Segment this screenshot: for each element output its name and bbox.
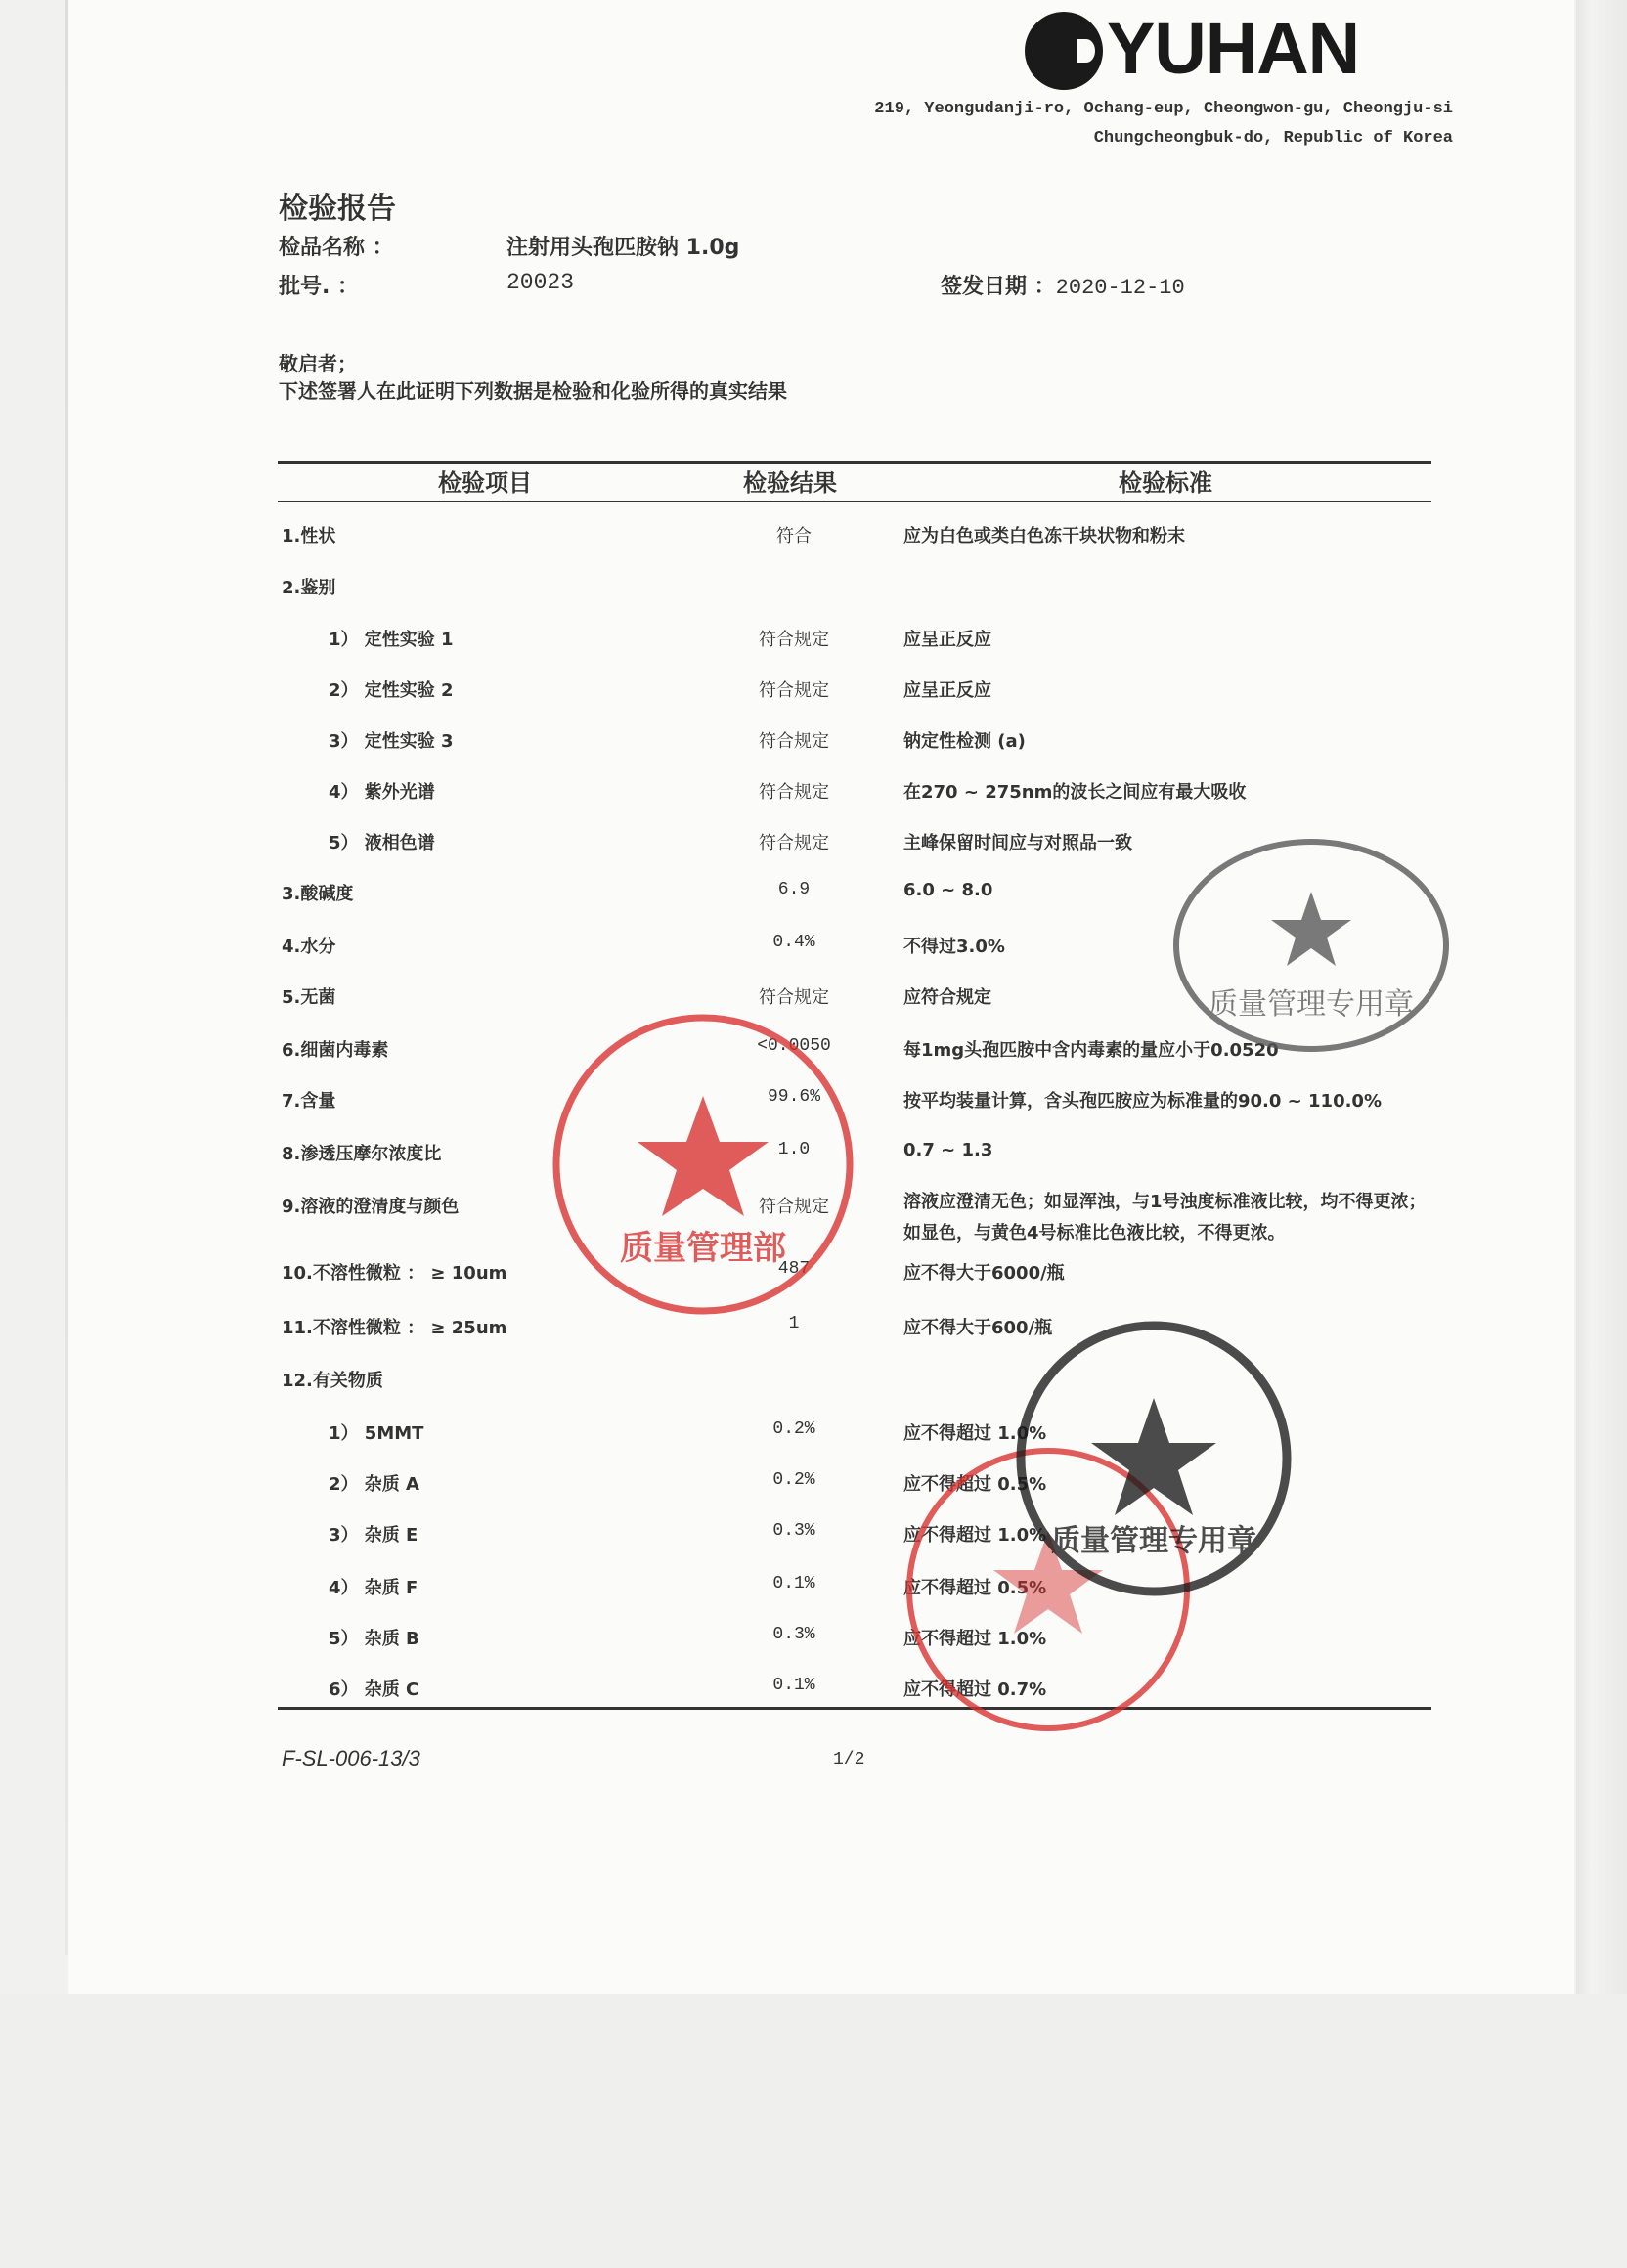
test-item: 3） 杂质 E bbox=[329, 1525, 418, 1546]
page-number: 1/2 bbox=[833, 1750, 865, 1769]
test-standard: 应呈正反应 bbox=[903, 680, 991, 701]
test-result: 符合规定 bbox=[759, 1197, 829, 1217]
test-item: 5.无菌 bbox=[282, 987, 336, 1008]
test-standard: 应不得超过 0.7% bbox=[903, 1679, 1047, 1700]
test-result: 0.3% bbox=[772, 1521, 815, 1541]
company-name: YUHAN bbox=[1107, 8, 1360, 89]
test-item: 1.性状 bbox=[282, 526, 336, 546]
test-standard: 应不得超过 0.5% bbox=[903, 1578, 1047, 1598]
table-row bbox=[0, 574, 1627, 613]
table-row bbox=[0, 522, 1627, 561]
test-standard: 应符合规定 bbox=[903, 987, 991, 1008]
test-standard: 应为白色或类白色冻干块状物和粉末 bbox=[903, 526, 1185, 546]
test-item: 6） 杂质 C bbox=[329, 1679, 419, 1700]
test-result: 符合规定 bbox=[759, 630, 829, 650]
test-item: 9.溶液的澄清度与颜色 bbox=[282, 1197, 460, 1217]
black-seal-group bbox=[1007, 1312, 1300, 1605]
address-line-1: 219, Yeongudanji-ro, Ochang-eup, Cheongwon-gu, Cheongju-si bbox=[874, 100, 1453, 118]
header-standard: 检验标准 bbox=[1119, 469, 1212, 497]
test-standard: 应不得超过 1.0% bbox=[903, 1629, 1047, 1649]
test-result: 0.3% bbox=[772, 1625, 815, 1644]
test-item: 1） 5MMT bbox=[329, 1423, 424, 1444]
test-result: 符合规定 bbox=[759, 833, 829, 853]
test-standard: 应不得超过 1.0% bbox=[903, 1423, 1047, 1444]
test-result: 符合规定 bbox=[759, 731, 829, 752]
greeting: 敬启者； bbox=[279, 352, 357, 375]
test-item: 12.有关物质 bbox=[282, 1371, 383, 1391]
header-item: 检验项目 bbox=[438, 469, 532, 497]
address-line-2: Chungcheongbuk-do, Republic of Korea bbox=[1093, 129, 1453, 148]
table-row bbox=[0, 1470, 1627, 1509]
table-row bbox=[0, 1521, 1627, 1560]
test-standard: 钠定性检测 (a) bbox=[903, 731, 1026, 752]
test-item: 2） 定性实验 2 bbox=[329, 680, 454, 701]
company-logo bbox=[1025, 6, 1360, 89]
test-item: 5） 液相色谱 bbox=[329, 833, 435, 853]
svg-text:质量管理专用章: 质量管理专用章 bbox=[1209, 987, 1414, 1022]
test-item: 5） 杂质 B bbox=[329, 1629, 419, 1649]
test-result: 487 bbox=[777, 1259, 811, 1279]
test-standard: 0.7 ~ 1.3 bbox=[903, 1140, 993, 1160]
test-standard: 主峰保留时间应与对照品一致 bbox=[903, 833, 1132, 853]
table-row bbox=[0, 626, 1627, 665]
test-result: 99.6% bbox=[767, 1087, 820, 1107]
grey-oval-seal bbox=[1169, 833, 1453, 1058]
test-item: 3） 定性实验 3 bbox=[329, 731, 454, 752]
test-result: 符合 bbox=[776, 526, 812, 546]
certification-statement: 下述签署人在此证明下列数据是检验和化验所得的真实结果 bbox=[279, 379, 787, 403]
test-result: 符合规定 bbox=[759, 680, 829, 701]
test-item: 7.含量 bbox=[282, 1091, 336, 1112]
test-item: 2.鉴别 bbox=[282, 578, 336, 598]
header-result: 检验结果 bbox=[743, 469, 837, 497]
test-result: 0.2% bbox=[772, 1419, 815, 1439]
issue-date-label: 签发日期 ： bbox=[941, 275, 1056, 299]
test-standard: 在270 ~ 275nm的波长之间应有最大吸收 bbox=[903, 782, 1247, 803]
test-result: 1.0 bbox=[777, 1140, 811, 1159]
batch-value: 20023 bbox=[506, 270, 575, 295]
test-standard: 6.0 ~ 8.0 bbox=[903, 880, 993, 900]
table-row bbox=[0, 778, 1627, 817]
test-standard: 不得过3.0% bbox=[903, 937, 1005, 957]
svg-text:质量管理部: 质量管理部 bbox=[620, 1229, 786, 1268]
test-item: 2） 杂质 A bbox=[329, 1474, 419, 1495]
batch-label: 批号. ： bbox=[279, 275, 360, 299]
product-label: 检品名称 ： bbox=[279, 236, 394, 260]
test-item: 4.水分 bbox=[282, 937, 336, 957]
table-row bbox=[0, 1367, 1627, 1406]
test-standard: 应不得超过 0.5% bbox=[903, 1474, 1047, 1495]
product-value: 注射用头孢匹胺钠 1.0g bbox=[506, 236, 740, 260]
test-result: 符合规定 bbox=[759, 987, 829, 1008]
scan-shadow bbox=[1576, 0, 1627, 2268]
test-standard: 应不得大于6000/瓶 bbox=[903, 1263, 1065, 1284]
test-result: 符合规定 bbox=[759, 782, 829, 803]
table-row bbox=[0, 1574, 1627, 1613]
test-standard: 应呈正反应 bbox=[903, 630, 991, 650]
issue-date-value: 2020-12-10 bbox=[1055, 276, 1185, 300]
test-item: 6.细菌内毒素 bbox=[282, 1040, 389, 1061]
table-row bbox=[0, 1419, 1627, 1459]
test-item: 4） 杂质 F bbox=[329, 1578, 418, 1598]
test-standard: 应不得大于600/瓶 bbox=[903, 1318, 1053, 1338]
test-result: <0.0050 bbox=[757, 1036, 831, 1056]
table-row bbox=[0, 727, 1627, 766]
test-result: 1 bbox=[788, 1314, 800, 1333]
test-standard: 溶液应澄清无色；如显浑浊，与1号浊度标准液比较，均不得更浓；如显色，与黄色4号标准比色液比较，不得更浓。 bbox=[903, 1192, 1427, 1243]
test-result: 0.4% bbox=[772, 933, 815, 952]
issue-date bbox=[941, 270, 1185, 300]
table-header-rule bbox=[278, 501, 1431, 502]
test-item: 11.不溶性微粒 ： ≥ 25um bbox=[282, 1318, 507, 1338]
test-result: 0.2% bbox=[772, 1470, 815, 1490]
report-title: 检验报告 bbox=[279, 192, 396, 226]
test-item: 3.酸碱度 bbox=[282, 884, 354, 904]
scan-background bbox=[0, 1994, 1627, 2268]
svg-text:质量管理专用章: 质量管理专用章 bbox=[1051, 1524, 1256, 1558]
logo-mark-icon bbox=[1025, 12, 1103, 90]
test-standard: 每1mg头孢匹胺中含内毒素的量应小于0.0520 bbox=[903, 1040, 1279, 1061]
red-seal-quality-dept bbox=[542, 1003, 864, 1326]
test-item: 4） 紫外光谱 bbox=[329, 782, 435, 803]
form-code: F-SL-006-13/3 bbox=[282, 1746, 420, 1770]
table-bottom-rule bbox=[278, 1707, 1431, 1710]
table-row bbox=[0, 676, 1627, 716]
test-item: 8.渗透压摩尔浓度比 bbox=[282, 1144, 442, 1164]
test-result: 0.1% bbox=[772, 1676, 815, 1695]
table-row bbox=[0, 1625, 1627, 1664]
test-item: 10.不溶性微粒 ： ≥ 10um bbox=[282, 1263, 507, 1284]
test-item: 1） 定性实验 1 bbox=[329, 630, 454, 650]
test-standard: 按平均装量计算，含头孢匹胺应为标准量的90.0 ~ 110.0% bbox=[903, 1091, 1382, 1112]
test-result: 6.9 bbox=[777, 880, 811, 899]
test-result: 0.1% bbox=[772, 1574, 815, 1593]
test-standard: 应不得超过 1.0% bbox=[903, 1525, 1047, 1546]
